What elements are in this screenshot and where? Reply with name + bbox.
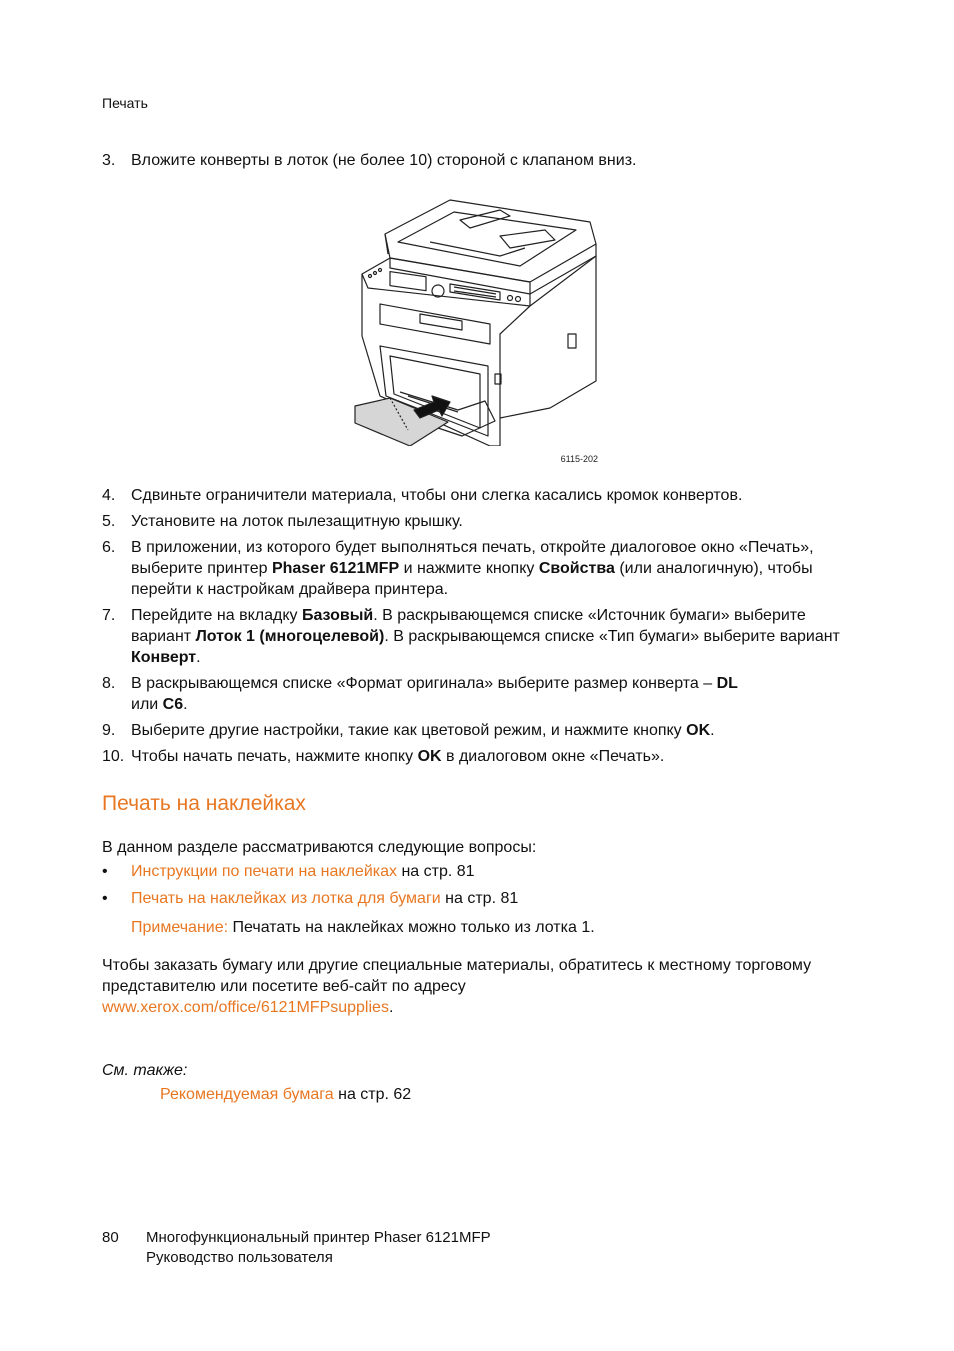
- page-ref: на стр. 81: [440, 890, 519, 907]
- printer-illustration: [350, 196, 600, 446]
- step-text: Выберите другие настройки, такие как цветовой режим, и нажмите кнопку: [131, 722, 687, 739]
- paper-type: Конверт: [131, 649, 197, 666]
- note: [131, 917, 595, 938]
- order-paragraph: [102, 955, 822, 1018]
- step-number: 7.: [102, 607, 116, 624]
- step-text: .: [196, 649, 201, 666]
- footer-text: [146, 1228, 491, 1268]
- step-number: 3.: [102, 152, 116, 169]
- section-intro: В данном разделе рассматриваются следующие вопросы:: [102, 839, 537, 856]
- order-end: .: [388, 999, 394, 1016]
- step-text: Вложите конверты в лоток (не более 10) стороной с клапаном вниз.: [131, 152, 637, 169]
- running-head: Печать: [102, 95, 148, 111]
- note-label: Примечание:: [131, 919, 229, 936]
- step-text: В приложении, из которого будет выполняться печать, откройте диалоговое окно «Печать», выберите принтер: [131, 539, 814, 577]
- step-number: 8.: [102, 675, 116, 692]
- steps-list-top: [102, 150, 862, 171]
- step-7: [102, 605, 862, 668]
- list-item: [102, 888, 518, 915]
- printer-figure: [350, 196, 600, 466]
- tab-name: Базовый: [301, 607, 374, 624]
- step-text: Перейдите на вкладку: [131, 607, 302, 624]
- order-text: Чтобы заказать бумагу или другие специальные материалы, обратитесь к местному торговому представителю или посетите веб-сайт по адресу: [102, 957, 812, 995]
- bullet: •: [102, 890, 108, 907]
- size-c6: C6: [162, 696, 184, 713]
- step-text: .: [710, 722, 715, 739]
- step-text: . В раскрывающемся списке «Источник бумаги» выберите вариант: [131, 607, 806, 645]
- page-ref: на стр. 62: [333, 1086, 412, 1103]
- printer-name: Phaser 6121MFP: [271, 560, 400, 577]
- topic-link[interactable]: Инструкции по печати на наклейках: [131, 863, 398, 880]
- footer-line-1: Многофункциональный принтер Phaser 6121MFP: [146, 1229, 491, 1246]
- step-number: 6.: [102, 539, 116, 556]
- topics-list: [102, 861, 518, 915]
- list-item: [102, 861, 518, 888]
- see-also-entry: [160, 1084, 411, 1105]
- step-text: и нажмите кнопку: [399, 560, 539, 577]
- supplies-link[interactable]: www.xerox.com/office/6121MFPsupplies: [102, 999, 389, 1016]
- ok-label: OK: [417, 748, 442, 765]
- step-text: В раскрывающемся списке «Формат оригинала» выберите размер конверта –: [131, 675, 717, 692]
- step-8: [102, 673, 862, 715]
- step-text: . В раскрывающемся списке «Тип бумаги» выберите вариант: [384, 628, 840, 645]
- ok-label: OK: [686, 722, 711, 739]
- bullet: •: [102, 863, 108, 880]
- step-number: 4.: [102, 487, 116, 504]
- step-text: Установите на лоток пылезащитную крышку.: [131, 513, 463, 530]
- step-5: [102, 511, 862, 532]
- properties-label: Свойства: [538, 560, 615, 577]
- step-text: Чтобы начать печать, нажмите кнопку: [131, 748, 418, 765]
- step-3: [102, 150, 862, 171]
- step-number: 5.: [102, 513, 116, 530]
- footer-line-2: Руководство пользователя: [146, 1249, 333, 1266]
- step-10: [102, 746, 862, 767]
- step-6: [102, 537, 862, 600]
- topic-link[interactable]: Печать на наклейках из лотка для бумаги: [131, 890, 441, 907]
- step-text: в диалоговом окне «Печать».: [441, 748, 665, 765]
- figure-code: 6115-202: [560, 454, 598, 464]
- step-4: [102, 485, 862, 506]
- page-number: 80: [102, 1229, 119, 1246]
- steps-list: [102, 485, 862, 767]
- step-9: [102, 720, 862, 741]
- step-text: Сдвиньте ограничители материала, чтобы они слегка касались кромок конвертов.: [131, 487, 743, 504]
- see-also-label: См. также:: [102, 1062, 188, 1079]
- step-text: .: [183, 696, 188, 713]
- step-number: 10.: [102, 748, 125, 765]
- page-ref: на стр. 81: [397, 863, 475, 880]
- size-dl: DL: [716, 675, 738, 692]
- tray-name: Лоток 1 (многоцелевой): [195, 628, 385, 645]
- recommended-paper-link[interactable]: Рекомендуемая бумага: [160, 1086, 334, 1103]
- step-text: или: [131, 696, 163, 713]
- step-text: (или аналогичную), чтобы перейти к настройкам драйвера принтера.: [131, 560, 813, 598]
- note-text: Печатать на наклейках можно только из лотка 1.: [228, 919, 595, 936]
- section-title: Печать на наклейках: [102, 792, 306, 815]
- step-number: 9.: [102, 722, 116, 739]
